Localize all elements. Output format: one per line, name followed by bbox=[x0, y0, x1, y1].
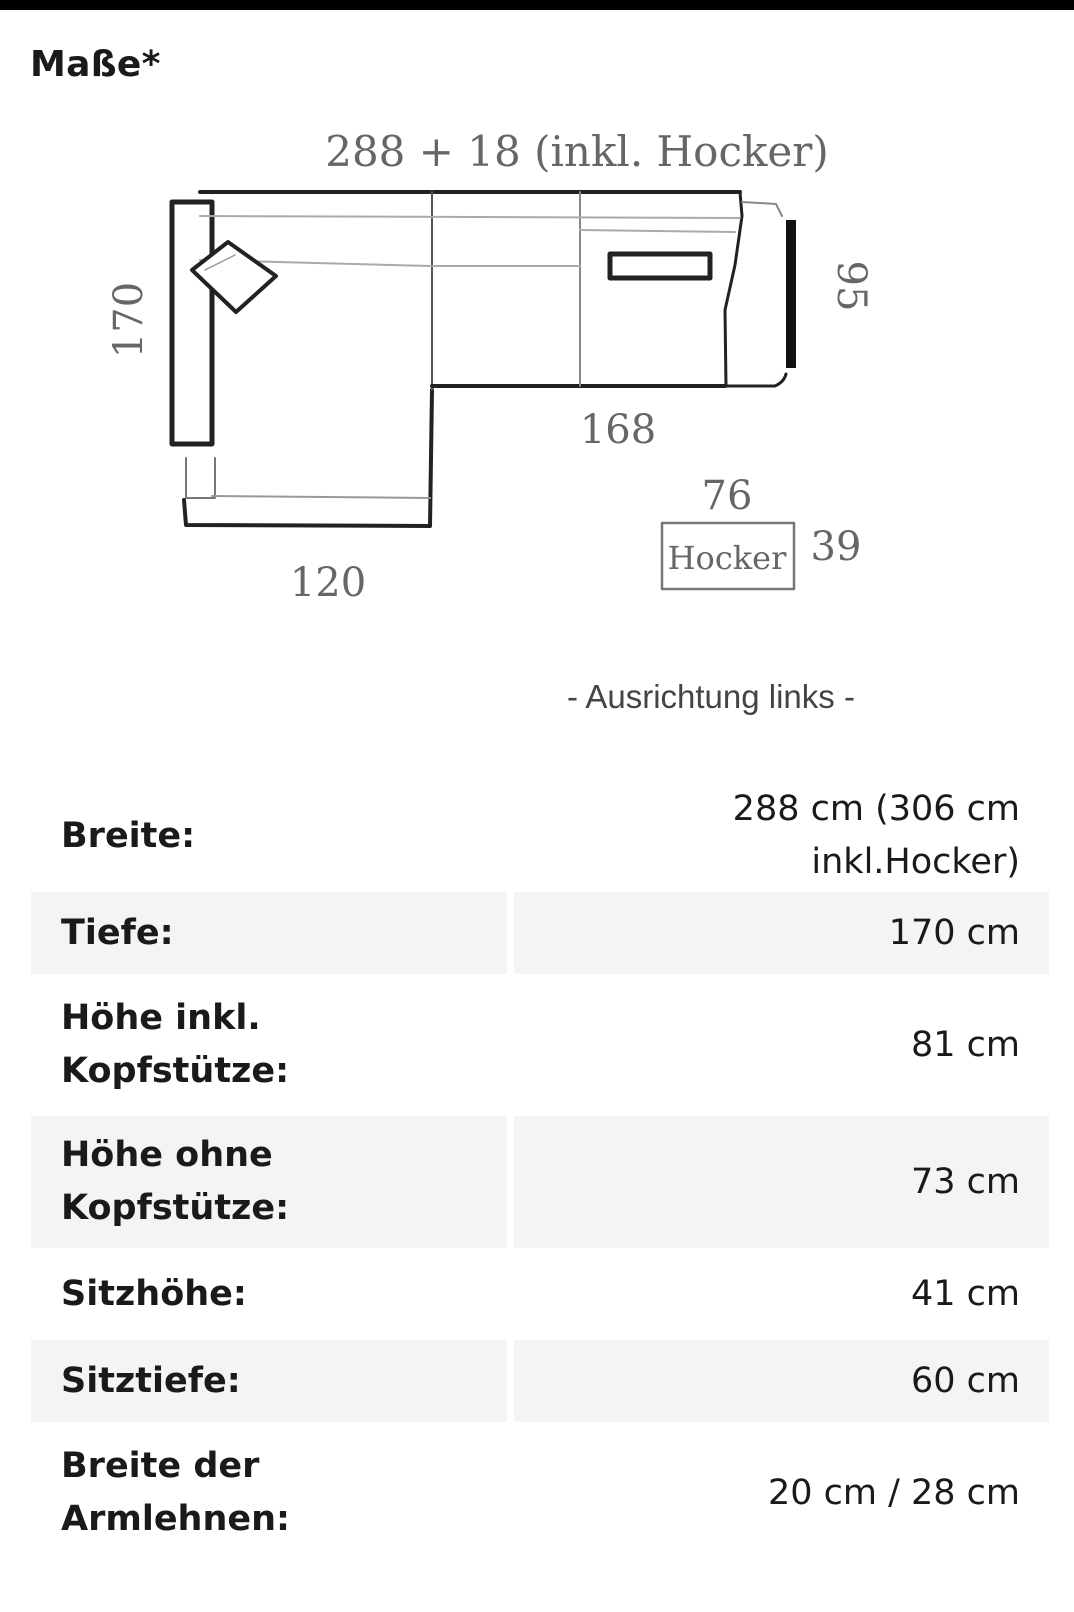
spec-label: Tiefe: bbox=[31, 892, 507, 974]
spec-value: 60 cm bbox=[507, 1340, 1049, 1422]
chaise-width-label: 120 bbox=[289, 560, 367, 606]
top-bar bbox=[0, 0, 1074, 10]
hocker-label: Hocker bbox=[667, 539, 787, 577]
spec-value: 81 cm bbox=[507, 974, 1049, 1116]
spec-row-armlehnen bbox=[31, 1422, 1049, 1564]
spec-row-breite bbox=[31, 780, 1049, 892]
spec-row-sitztiefe bbox=[31, 1340, 1049, 1422]
height-label: 95 bbox=[828, 260, 874, 312]
spec-label: Breite der Armlehnen: bbox=[61, 1446, 291, 1539]
spec-value: 288 cm (306 cm inkl.Hocker) bbox=[507, 780, 1049, 892]
orientation-caption: - Ausrichtung links - bbox=[567, 678, 855, 715]
spec-value: 41 cm bbox=[507, 1248, 1049, 1340]
hocker-width-label: 76 bbox=[701, 473, 753, 519]
spec-value: 73 cm bbox=[507, 1116, 1049, 1248]
spec-value: 20 cm / 28 cm bbox=[507, 1422, 1049, 1564]
spec-label: Höhe ohne Kopfstütze: bbox=[31, 1116, 507, 1248]
segment-width-label: 168 bbox=[579, 407, 657, 453]
specs-table bbox=[31, 780, 1049, 1564]
spec-label: Höhe inkl. Kopfstütze: bbox=[61, 998, 290, 1091]
depth-label: 170 bbox=[106, 281, 152, 359]
total-width-label: 288 + 18 (inkl. Hocker) bbox=[325, 127, 829, 176]
spec-row-sitzhoehe bbox=[31, 1248, 1049, 1340]
sofa-dimension-diagram bbox=[0, 120, 1074, 640]
spec-value: 170 cm bbox=[507, 892, 1049, 974]
hocker-depth-label: 39 bbox=[810, 524, 862, 570]
spec-label: Sitztiefe: bbox=[31, 1340, 507, 1422]
spec-label: Sitzhöhe: bbox=[61, 1273, 247, 1314]
sofa-outline bbox=[172, 192, 796, 589]
spec-label: Breite: bbox=[61, 815, 196, 856]
section-title: Maße* bbox=[30, 44, 161, 85]
spec-row-tiefe bbox=[31, 892, 1049, 974]
spec-row-hoehe-ohne bbox=[31, 1116, 1049, 1248]
spec-row-hoehe-inkl bbox=[31, 974, 1049, 1116]
